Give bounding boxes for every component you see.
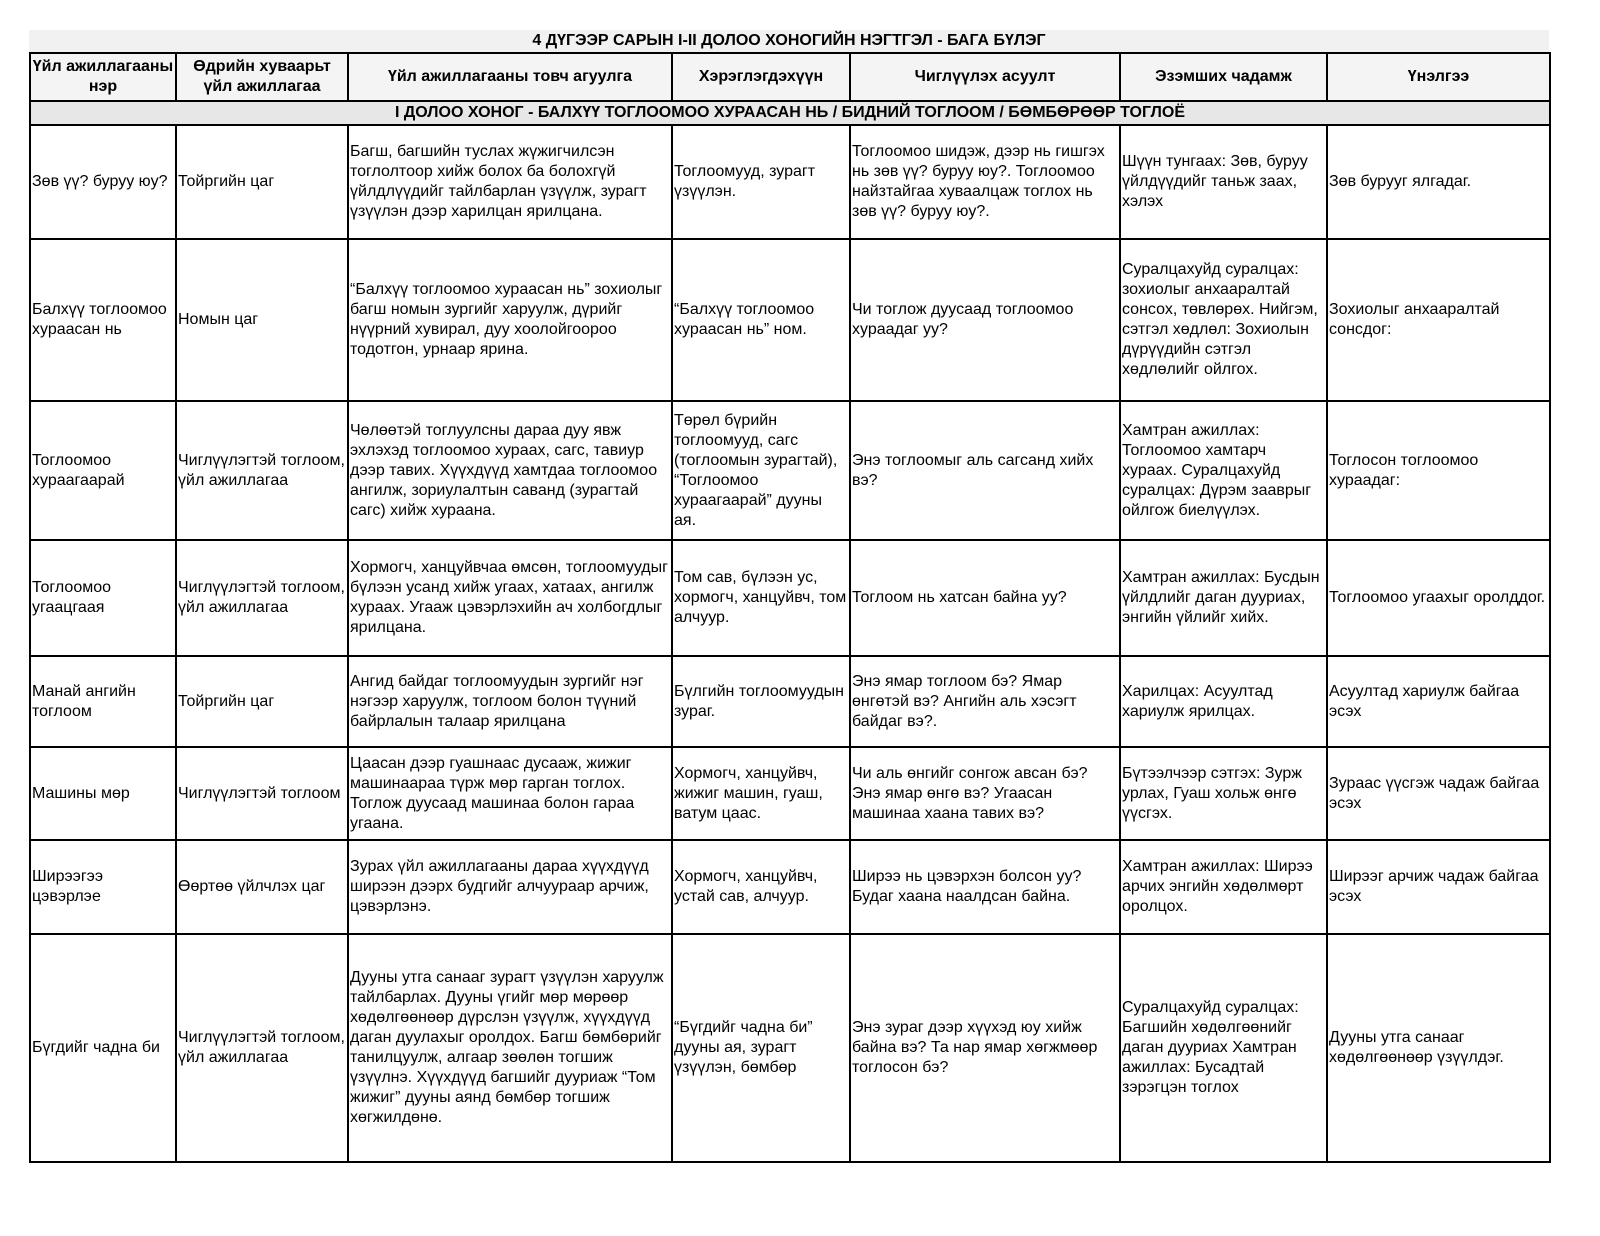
header-row bbox=[30, 53, 1550, 101]
materials-cell: Тоглоомууд, зурагт үзүүлэн. bbox=[672, 125, 850, 239]
header-cell: Үнэлгээ bbox=[1327, 53, 1550, 101]
assessment-cell: Тоглосон тоглоомоо хураадаг: bbox=[1327, 401, 1550, 540]
header-cell: Хэрэглэгдэхүүн bbox=[672, 53, 850, 101]
schedule-cell: Тойргийн цаг bbox=[176, 125, 348, 239]
activity-name: Тоглоомоо угаацгаая bbox=[30, 540, 176, 656]
schedule-cell: Чиглүүлэгтэй тоглоом bbox=[176, 747, 348, 840]
assessment-cell: Зөв бурууг ялгадаг. bbox=[1327, 125, 1550, 239]
content-cell: Дууны утга санааг зурагт үзүүлэн харуулж тайлбарлах. Дууны үгийг мөр мөрөөр хөдөлгөөнөөр дүрслэн үзүүлж, хүүхдүүд даган дуулахыг оролдох. Багш бөмбөрийг танилцуулж, алгаар зөөлөн тогшиж үзүүлнэ. Хүүхдүүд багшийг дууриаж “Том жижиг” дууны аянд бөмбөр тогшиж хөгжилдөнө. bbox=[348, 934, 672, 1162]
assessment-cell: Зураас үүсгэж чадаж байгаа эсэх bbox=[1327, 747, 1550, 840]
header-cell: Чиглүүлэх асуулт bbox=[850, 53, 1120, 101]
plan-table bbox=[29, 52, 1551, 1163]
activity-name: Ширээгээ цэвэрлэе bbox=[30, 840, 176, 934]
content-cell: Хормогч, ханцуйвчаа өмсөн, тоглоомуудыг бүлээн усанд хийж угаах, хатаах, ангилж хураах. Угааж цэвэрлэхийн ач холбогдлыг ярилцана. bbox=[348, 540, 672, 656]
table-row bbox=[30, 934, 1550, 1162]
table-row bbox=[30, 840, 1550, 934]
competency-cell: Хамтран ажиллах: Ширээ арчих энгийн хөдөлмөрт оролцох. bbox=[1120, 840, 1327, 934]
competency-cell: Бүтээлчээр сэтгэх: Зурж урлах, Гуаш хольж өнгө үүсгэх. bbox=[1120, 747, 1327, 840]
table-row bbox=[30, 239, 1550, 401]
document-sheet bbox=[29, 30, 1549, 1163]
content-cell: Багш, багшийн туслах жүжигчилсэн тоглолтоор хийж болох ба болохгүй үйлдлүүдийг тайлбарлан үзүүлж, зурагт үзүүлэн дээр харилцан ярилцана. bbox=[348, 125, 672, 239]
header-cell: Эзэмших чадамж bbox=[1120, 53, 1327, 101]
activity-name: Бүгдийг чадна би bbox=[30, 934, 176, 1162]
content-cell: Чөлөөтэй тоглуулсны дараа дуу явж эхлэхэд тоглоомоо хураах, сагс, тавиур дээр тавих. Хүүхдүүд хамтдаа тоглоомоо ангилж, зориулалтын саванд (зурагтай сагс) хийж хураана. bbox=[348, 401, 672, 540]
competency-cell: Суралцахуйд суралцах: Багшийн хөдөлгөөнийг даган дууриах Хамтран ажиллах: Бусадтай зэрэгцэн тоглох bbox=[1120, 934, 1327, 1162]
materials-cell: Том сав, бүлээн ус, хормогч, ханцуйвч, том алчуур. bbox=[672, 540, 850, 656]
materials-cell: Хормогч, ханцуйвч, устай сав, алчуур. bbox=[672, 840, 850, 934]
competency-cell: Шүүн тунгаах: Зөв, буруу үйлдүүдийг таньж заах, хэлэх bbox=[1120, 125, 1327, 239]
question-cell: Чи тоглож дуусаад тоглоомоо хураадаг уу? bbox=[850, 239, 1120, 401]
activity-name: Машины мөр bbox=[30, 747, 176, 840]
materials-cell: “Балхүү тоглоомоо хураасан нь” ном. bbox=[672, 239, 850, 401]
table-row bbox=[30, 125, 1550, 239]
question-cell: Ширээ нь цэвэрхэн болсон уу? Будаг хаана наалдсан байна. bbox=[850, 840, 1120, 934]
table-row bbox=[30, 401, 1550, 540]
question-cell: Тоглоомоо шидэж, дээр нь гишгэх нь зөв үү? буруу юу?. Тоглоомоо найзтайгаа хуваалцаж тоглох нь зөв үү? буруу юу?. bbox=[850, 125, 1120, 239]
competency-cell: Харилцах: Асуултад хариулж ярилцах. bbox=[1120, 656, 1327, 747]
schedule-cell: Өөртөө үйлчлэх цаг bbox=[176, 840, 348, 934]
materials-cell: Хормогч, ханцуйвч, жижиг машин, гуаш, ватум цаас. bbox=[672, 747, 850, 840]
activity-name: Тоглоомоо хураагаарай bbox=[30, 401, 176, 540]
content-cell: Цаасан дээр гуашнаас дусааж, жижиг машинаараа түрж мөр гарган тоглох. Тоглож дуусаад машинаа болон гараа угаана. bbox=[348, 747, 672, 840]
activity-name: Манай ангийн тоглоом bbox=[30, 656, 176, 747]
section-title: I ДОЛОО ХОНОГ - БАЛХҮҮ ТОГЛООМОО ХУРААСАН НЬ / БИДНИЙ ТОГЛООМ / БӨМБӨРӨӨР ТОГЛОЁ bbox=[30, 101, 1550, 125]
content-cell: Ангид байдаг тоглоомуудын зургийг нэг нэгээр харуулж, тоглоом болон түүний байрлалын талаар ярилцана bbox=[348, 656, 672, 747]
schedule-cell: Чиглүүлэгтэй тоглоом, үйл ажиллагаа bbox=[176, 540, 348, 656]
table-row bbox=[30, 540, 1550, 656]
content-cell: “Балхүү тоглоомоо хураасан нь” зохиолыг багш номын зургийг харуулж, дүрийг нүүрний хувирал, дуу хоолойгоороо тодотгон, урнаар ярина. bbox=[348, 239, 672, 401]
question-cell: Чи аль өнгийг сонгож авсан бэ? Энэ ямар өнгө вэ? Угаасан машинаа хаана тавих вэ? bbox=[850, 747, 1120, 840]
competency-cell: Суралцахуйд суралцах: зохиолыг анхааралтай сонсох, төвлөрөх. Нийгэм, сэтгэл хөдлөл: Зохиолын дүрүүдийн сэтгэл хөдлөлийг ойлгох. bbox=[1120, 239, 1327, 401]
question-cell: Энэ зураг дээр хүүхэд юу хийж байна вэ? Та нар ямар хөгжмөөр тоглосон бэ? bbox=[850, 934, 1120, 1162]
page-title: 4 ДҮГЭЭР САРЫН I-II ДОЛОО ХОНОГИЙН НЭГТГЭЛ - БАГА БҮЛЭГ bbox=[29, 30, 1549, 52]
assessment-cell: Ширээг арчиж чадаж байгаа эсэх bbox=[1327, 840, 1550, 934]
section-row bbox=[30, 101, 1550, 125]
header-cell: Үйл ажиллагааны нэр bbox=[30, 53, 176, 101]
question-cell: Энэ ямар тоглоом бэ? Ямар өнгөтэй вэ? Ангийн аль хэсэгт байдаг вэ?. bbox=[850, 656, 1120, 747]
assessment-cell: Зохиолыг анхааралтай сонсдог: bbox=[1327, 239, 1550, 401]
header-cell: Үйл ажиллагааны товч агуулга bbox=[348, 53, 672, 101]
content-cell: Зурах үйл ажиллагааны дараа хүүхдүүд ширээн дээрх будгийг алчуураар арчиж, цэвэрлэнэ. bbox=[348, 840, 672, 934]
schedule-cell: Номын цаг bbox=[176, 239, 348, 401]
competency-cell: Хамтран ажиллах: Тоглоомоо хамтарч хураах. Суралцахуйд суралцах: Дүрэм зааврыг ойлгож биелүүлэх. bbox=[1120, 401, 1327, 540]
materials-cell: Төрөл бүрийн тоглоомууд, сагс (тоглоомын зурагтай), “Тоглоомоо хураагаарай” дууны ая. bbox=[672, 401, 850, 540]
schedule-cell: Чиглүүлэгтэй тоглоом, үйл ажиллагаа bbox=[176, 934, 348, 1162]
schedule-cell: Чиглүүлэгтэй тоглоом, үйл ажиллагаа bbox=[176, 401, 348, 540]
materials-cell: Бүлгийн тоглоомуудын зураг. bbox=[672, 656, 850, 747]
header-cell: Өдрийн хуваарьт үйл ажиллагаа bbox=[176, 53, 348, 101]
assessment-cell: Дууны утга санааг хөдөлгөөнөөр үзүүлдэг. bbox=[1327, 934, 1550, 1162]
activity-name: Балхүү тоглоомоо хураасан нь bbox=[30, 239, 176, 401]
table-row bbox=[30, 656, 1550, 747]
schedule-cell: Тойргийн цаг bbox=[176, 656, 348, 747]
assessment-cell: Тоглоомоо угаахыг оролддог. bbox=[1327, 540, 1550, 656]
materials-cell: “Бүгдийг чадна би” дууны ая, зурагт үзүүлэн, бөмбөр bbox=[672, 934, 850, 1162]
activity-name: Зөв үү? буруу юу? bbox=[30, 125, 176, 239]
question-cell: Тоглоом нь хатсан байна уу? bbox=[850, 540, 1120, 656]
table-row bbox=[30, 747, 1550, 840]
assessment-cell: Асуултад хариулж байгаа эсэх bbox=[1327, 656, 1550, 747]
question-cell: Энэ тоглоомыг аль сагсанд хийх вэ? bbox=[850, 401, 1120, 540]
competency-cell: Хамтран ажиллах: Бусдын үйлдлийг даган дууриах, энгийн үйлийг хийх. bbox=[1120, 540, 1327, 656]
